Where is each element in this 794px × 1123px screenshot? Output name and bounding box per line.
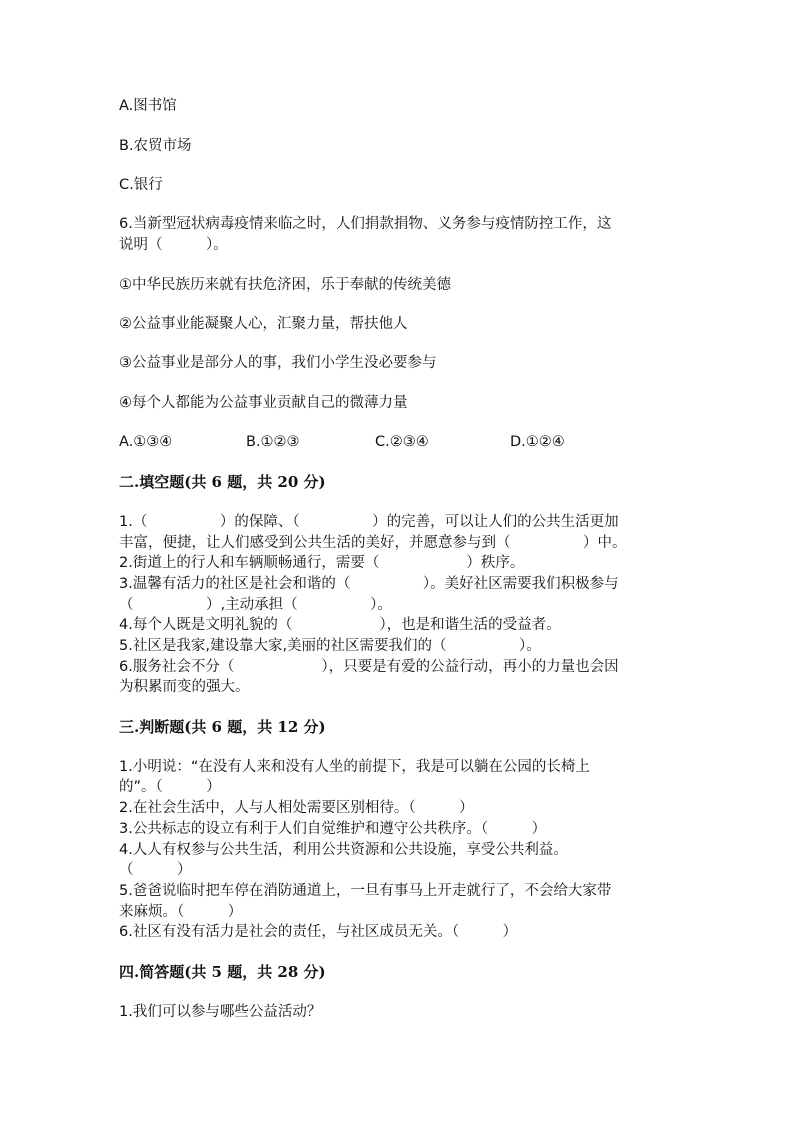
- judge-line: 1.小明说：“在没有人来和没有人坐的前提下，我是可以躺在公园的长椅上: [119, 759, 590, 775]
- fill-line: 丰富，便捷，让人们感受到公共生活的美好，并愿意参与到（ ）中。: [119, 535, 627, 551]
- q6-stem-line1: 6.当新型冠状病毒疫情来临之时，人们捐款捐物、义务参与疫情防控工作，这: [119, 216, 612, 232]
- q6-statement-3: ③公益事业是部分人的事，我们小学生没必要参与: [119, 355, 437, 371]
- judge-line: 5.爸爸说临时把车停在消防通道上，一旦有事马上开走就行了，不会给大家带: [119, 883, 612, 899]
- fill-line: 5.社区是我家,建设靠大家,美丽的社区需要我们的（ ）。: [119, 638, 541, 654]
- judge-line: 6.社区有没有活力是社会的责任，与社区成员无关。（ ）: [119, 924, 518, 940]
- q5-option-a: A.图书馆: [119, 98, 177, 114]
- fill-line: （ ）,主动承担（ ）。: [119, 597, 392, 613]
- judge-line: 2.在社会生活中，人与人相处需要区别相待。（ ）: [119, 800, 474, 816]
- section4-title: 四.简答题(共 5 题，共 28 分): [119, 963, 326, 981]
- section3-title: 三.判断题(共 6 题，共 12 分): [119, 718, 326, 736]
- q6-choice-b: B.①②③: [246, 434, 300, 450]
- fill-line: 1.（ ）的保障、（ ）的完善，可以让人们的公共生活更加: [119, 514, 619, 530]
- judge-line: 来麻烦。（ ）: [119, 904, 243, 920]
- fill-line: 3.温馨有活力的社区是社会和谐的（ ）。美好社区需要我们积极参与: [119, 576, 619, 592]
- fill-line: 4.每个人既是文明礼貌的（ ），也是和谐生活的受益者。: [119, 617, 561, 633]
- section2-title: 二.填空题(共 6 题，共 20 分): [119, 473, 326, 491]
- q6-statement-4: ④每个人都能为公益事业贡献自己的微薄力量: [119, 395, 408, 411]
- q6-statement-2: ②公益事业能凝聚人心，汇聚力量，帮扶他人: [119, 316, 408, 332]
- q6-statement-1: ①中华民族历来就有扶危济困，乐于奉献的传统美德: [119, 277, 451, 293]
- fill-line: 2.街道上的行人和车辆顺畅通行，需要（ ）秩序。: [119, 555, 525, 571]
- fill-line: 6.服务社会不分（ ），只要是有爱的公益行动，再小的力量也会因: [119, 659, 619, 675]
- judge-line: 的”。（ ）: [119, 779, 221, 795]
- judge-line: 3.公共标志的设立有利于人们自觉维护和遵守公共秩序。（ ）: [119, 821, 547, 837]
- q6-choice-c: C.②③④: [375, 434, 429, 450]
- judge-line: （ ）: [119, 862, 192, 878]
- short-answer-line: 1.我们可以参与哪些公益活动？: [119, 1004, 322, 1020]
- fill-line: 为积累而变的强大。: [119, 679, 250, 695]
- q5-option-c: C.银行: [119, 177, 163, 193]
- q6-choice-a: A.①③④: [119, 434, 173, 450]
- q5-option-b: B.农贸市场: [119, 138, 192, 154]
- q6-choice-d: D.①②④: [510, 434, 565, 450]
- q6-stem-line2: 说明（ ）。: [119, 237, 228, 253]
- judge-line: 4.人人有权参与公共生活，利用公共资源和公共设施，享受公共利益。: [119, 842, 568, 858]
